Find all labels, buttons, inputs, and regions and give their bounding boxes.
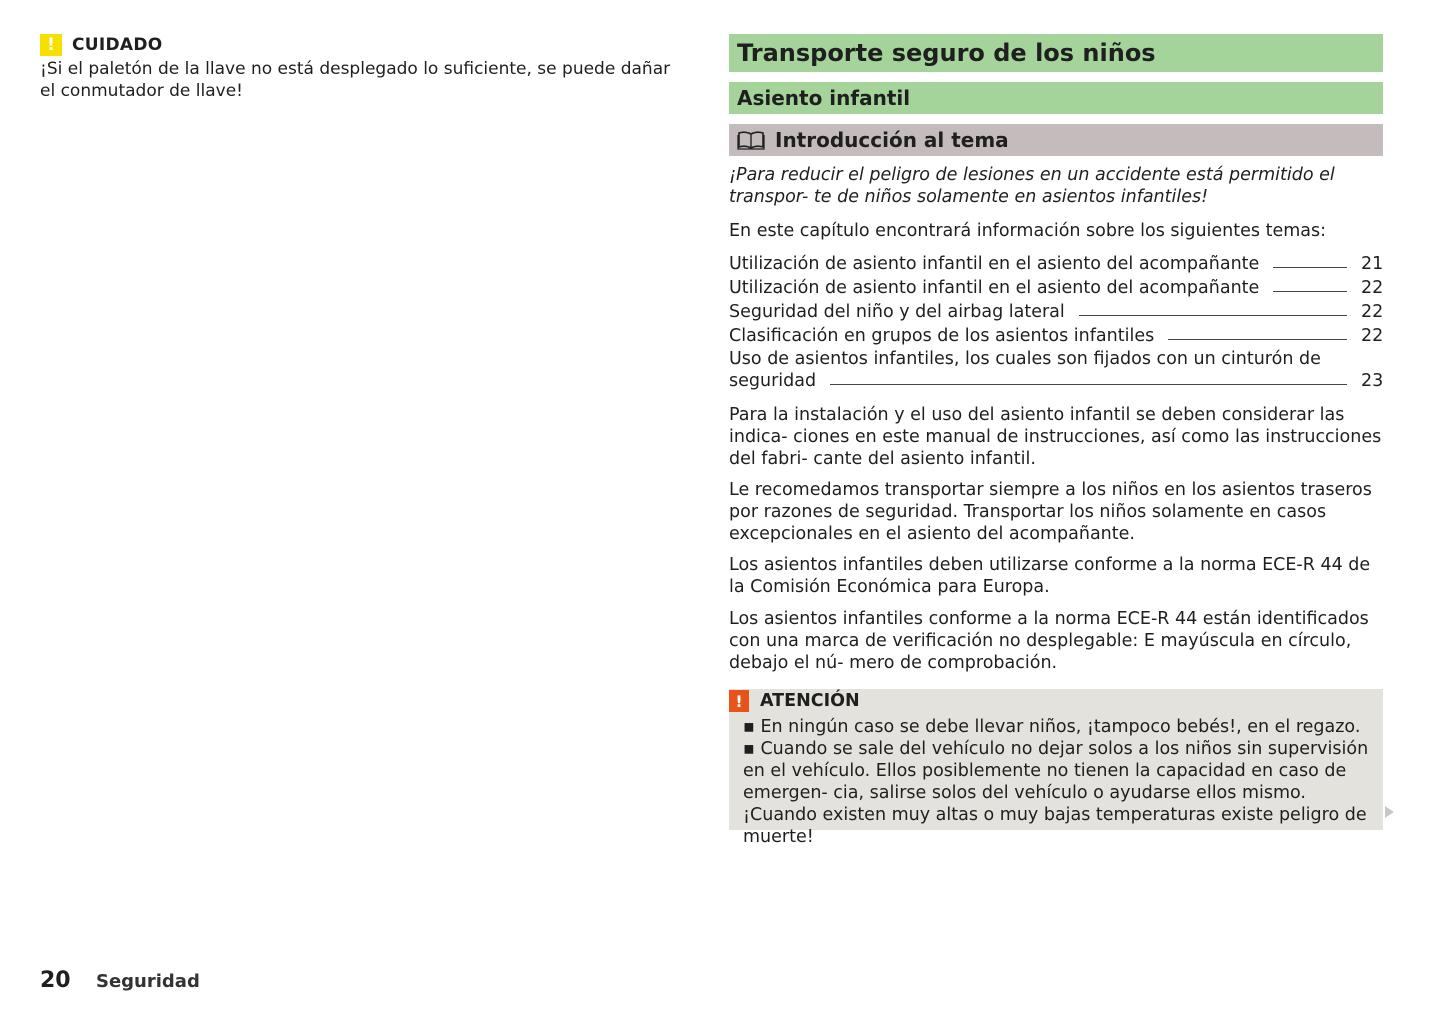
topic-page: 22	[1361, 302, 1384, 322]
warning-box	[729, 689, 1383, 847]
caution-title: CUIDADO	[72, 35, 163, 55]
body-paragraph: Le recomedamos transportar siempre a los niños en los asientos traseros por razones de seguridad. Transportar los niños solamente en casos excepcionales en el asiento del acompañante.	[729, 480, 1372, 544]
topic-title: Utilización de asiento infantil en el asiento del acompañante	[729, 278, 1260, 298]
leader-line	[830, 384, 1347, 385]
subsection-title-text: Introducción al tema	[775, 128, 1009, 152]
topic-row	[729, 370, 1383, 392]
continue-arrow-icon	[1385, 806, 1394, 818]
caution-text: ¡Si el paletón de la llave no está desplegado lo suficiente, se puede dañar el conmutador de llave!	[40, 59, 671, 101]
topic-title: Clasificación en grupos de los asientos infantiles	[729, 326, 1155, 346]
topic-title: Seguridad del niño y del airbag lateral	[729, 302, 1065, 322]
subsection-title	[729, 124, 1383, 156]
body-paragraph: Para la instalación y el uso del asiento infantil se deben considerar las indica- ciones en este manual de instrucciones, así como las instrucciones del fabri- cante del asiento infantil.	[729, 405, 1382, 469]
topic-title: Utilización de asiento infantil en el asiento del acompañante	[729, 254, 1260, 274]
page-number: 20	[40, 968, 71, 993]
section-name: Seguridad	[96, 971, 200, 992]
topic-link[interactable]	[729, 323, 1383, 347]
warning-item-text: Cuando se sale del vehículo no dejar solos a los niños sin supervisión en el vehículo. Ellos posiblemente no tienen la capacidad en caso de emergen- cia, salirse solos del vehículo o ayudarse ellos mismo. ¡Cuando existen muy altas o muy bajas temperaturas existe peligro de muerte!	[743, 739, 1369, 847]
warning-body	[743, 716, 1369, 848]
leader-line	[1168, 339, 1347, 340]
topic-link[interactable]	[729, 299, 1383, 323]
caution-header	[40, 34, 680, 56]
warning-header	[729, 689, 1369, 713]
topic-title-line2: seguridad	[729, 371, 817, 391]
topic-page: 21	[1361, 254, 1384, 274]
body-paragraph: Los asientos infantiles deben utilizarse conforme a la norma ECE-R 44 de la Comisión Económica para Europa.	[729, 555, 1371, 597]
body-paragraph: Los asientos infantiles conforme a la norma ECE-R 44 están identificados con una marca de verificación no desplegable: E mayúscula en círculo, debajo el nú- mero de comprobación.	[729, 609, 1369, 673]
topic-page: 22	[1361, 326, 1384, 346]
caution-box	[40, 34, 680, 102]
leader-line	[1273, 267, 1347, 268]
warning-item-text: En ningún caso se debe llevar niños, ¡tampoco bebés!, en el regazo.	[760, 717, 1361, 737]
intro-text: ¡Para reducir el peligro de lesiones en un accidente está permitido el transpor- te de niños solamente en asientos infantiles!	[729, 165, 1335, 207]
topic-list	[729, 251, 1383, 392]
book-icon	[737, 130, 765, 150]
topic-link[interactable]	[729, 251, 1383, 275]
exclamation-icon: !	[40, 34, 62, 56]
warning-title: ATENCIÓN	[760, 691, 860, 711]
lead-text: En este capítulo encontrará información sobre los siguientes temas:	[729, 221, 1326, 241]
topic-title-line1: Uso de asientos infantiles, los cuales son fijados con un cinturón de	[729, 349, 1321, 369]
warning-item: ▪ Cuando se sale del vehículo no dejar solos a los niños sin supervisión en el vehículo. Ellos posiblemente no tienen la capacidad en caso de emergen- cia, salirse solos del vehículo o ayudarse ellos mismo. ¡Cuando existen muy altas o muy bajas temperaturas existe peligro de muerte!	[743, 739, 1369, 847]
section-title: Asiento infantil	[729, 82, 1383, 114]
leader-line	[1079, 315, 1347, 316]
topic-link[interactable]	[729, 275, 1383, 299]
topic-page: 23	[1361, 371, 1384, 391]
topic-link[interactable]	[729, 348, 1383, 392]
warning-item: ▪ En ningún caso se debe llevar niños, ¡tampoco bebés!, en el regazo.	[743, 717, 1361, 737]
topic-page: 22	[1361, 278, 1384, 298]
leader-line	[1273, 291, 1347, 292]
exclamation-icon: !	[729, 690, 749, 712]
chapter-title: Transporte seguro de los niños	[729, 34, 1383, 72]
